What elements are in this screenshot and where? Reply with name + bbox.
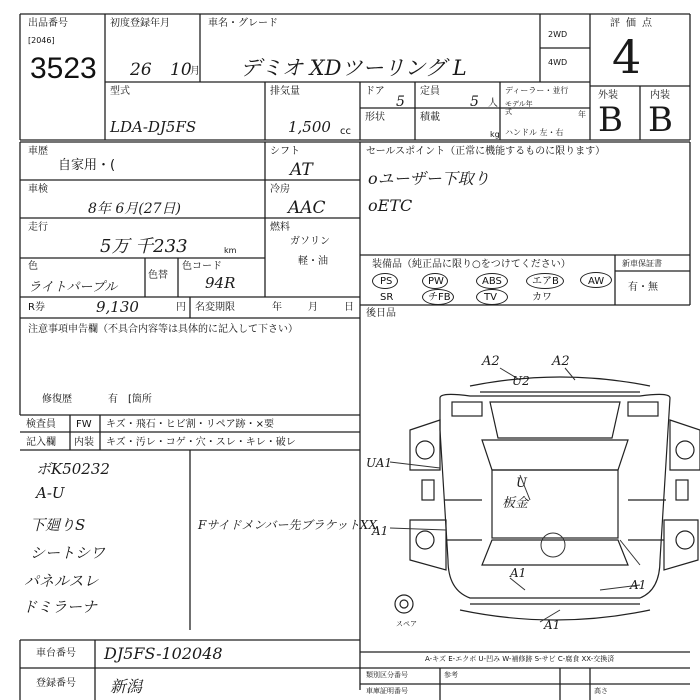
lot-number: 3523 — [30, 52, 97, 85]
shift-label: シフト — [270, 146, 300, 157]
fuel-type: 軽・油 — [298, 256, 328, 267]
fuel-label: 燃料 — [270, 222, 290, 233]
entry-label: 記入欄 — [26, 437, 56, 448]
chassis-label: 車台番号 — [36, 648, 76, 659]
equip-fb-circle — [422, 289, 454, 305]
equip-tv: TV — [484, 292, 497, 303]
fw-items: キズ・飛石・ヒビ割・リペア跡・×要 — [106, 419, 274, 430]
handwritten-note-5: パネルスレ — [24, 572, 99, 590]
mark-a2-left: A2 — [482, 354, 500, 369]
equip-fb: チFB — [428, 292, 451, 303]
displacement-label: 排気量 — [270, 86, 300, 97]
chassis-value: DJ5FS-102048 — [104, 644, 223, 663]
kg-unit: kg — [490, 130, 500, 139]
car-name: デミオ XDツーリング L — [240, 56, 467, 80]
fuel-value: ガソリン — [290, 236, 330, 247]
shift-value: AT — [290, 160, 313, 180]
sales-item-1: oユーザー下取り — [368, 169, 490, 188]
registration-label: 登録番号 — [36, 678, 76, 689]
equip-airbag-circle — [526, 273, 564, 289]
interior-label: 内装 — [650, 90, 670, 101]
expiry-year-unit: 年 — [272, 302, 282, 313]
first-reg-year: 26 — [130, 60, 152, 80]
drive-4wd: 4WD — [548, 58, 568, 67]
year-unit: 年 — [578, 110, 586, 119]
handwritten-note-6: ドミラーナ — [22, 598, 98, 616]
equip-abs-circle — [476, 273, 508, 289]
mark-a1-rear: A1 — [544, 618, 561, 632]
equip-leather: カワ — [532, 292, 552, 303]
legend-text: A-キズ E-エクボ U-凹み W-補修跡 S-サビ C-腐食 XX-交換済 — [425, 655, 615, 663]
cc-unit: cc — [340, 126, 351, 137]
mileage-value: 5万 千233 — [100, 236, 188, 257]
equip-tv-circle — [476, 289, 508, 305]
drive-2wd: 2WD — [548, 30, 568, 39]
car-diagram — [395, 377, 700, 620]
inspector-label: 検査員 — [26, 419, 56, 430]
dealer-label: ディーラー・並行 — [505, 86, 569, 95]
month-unit: 月 — [190, 66, 200, 77]
interior-tag: 内装 — [74, 437, 94, 448]
mark-sheet-metal: 板金 — [502, 496, 529, 511]
score-value: 4 — [612, 30, 642, 84]
score-label: 評価点 — [610, 18, 658, 29]
equip-ps: PS — [380, 276, 393, 287]
car-type-label: 車歴 — [28, 146, 48, 157]
load-label: 積載 — [420, 112, 440, 123]
equip-sr: SR — [380, 292, 394, 303]
sales-title: セールスポイント（正常に機能するものに限ります） — [366, 146, 606, 157]
mark-u: U — [516, 476, 527, 491]
equipment-title: 装備品（純正品に限り○をつけてください） — [372, 259, 571, 270]
rear-seat-label: 後日品 — [366, 308, 396, 319]
color-label: 色 — [28, 261, 38, 272]
ac-label: 冷房 — [270, 184, 290, 195]
mark-a1-center: A1 — [510, 566, 527, 580]
warranty-value: 有・無 — [628, 282, 658, 293]
front-note: Fサイドメンバー先ブラケットXX — [198, 518, 378, 532]
mark-ua1: UA1 — [366, 456, 393, 470]
equip-aw: AW — [588, 276, 605, 287]
inspection-label: 車検 — [28, 184, 48, 195]
first-reg-month: 10 — [170, 60, 192, 80]
door-value: 5 — [396, 94, 405, 110]
color-change-label: 色替 — [148, 270, 168, 281]
repair-label: 修復歴 — [42, 394, 72, 405]
equip-airbag: エアB — [532, 276, 559, 287]
interior-items: キズ・汚レ・コゲ・穴・スレ・キレ・破レ — [106, 437, 296, 448]
shape-label: 形状 — [365, 112, 385, 123]
handwritten-note-2: A-U — [36, 484, 65, 502]
registration-value: 新潟 — [110, 677, 143, 696]
mark-a1-right: A1 — [630, 578, 647, 592]
seats-unit: 人 — [488, 98, 498, 109]
exterior-label: 外装 — [598, 90, 618, 101]
car-type-value: 自家用・( — [58, 158, 116, 173]
seats-value: 5 — [470, 94, 479, 110]
legend-sub4: 高さ — [594, 687, 608, 695]
displacement-value: 1,500 — [288, 118, 331, 136]
name-label: 車名・グレード — [208, 18, 278, 29]
handwritten-note-1: ボK50232 — [36, 460, 110, 478]
expiry-month-unit: 月 — [308, 302, 318, 313]
color-code-label: 色コード — [182, 261, 222, 272]
first-reg-label: 初度登録年月 — [110, 18, 170, 29]
model-year-label: モデル年式 — [505, 100, 533, 116]
sales-item-2: oETC — [368, 196, 413, 215]
legend-sub1: 類別区分番号 — [366, 671, 408, 679]
mark-a2-right: A2 — [552, 354, 570, 369]
equip-abs: ABS — [482, 276, 502, 287]
notes-label: 注意事項申告欄（不具合内容等は具体的に記入して下さい） — [28, 324, 298, 335]
spare-label: スペア — [396, 620, 417, 628]
yen-unit: 円 — [176, 302, 186, 313]
expiry-day-unit: 日 — [344, 302, 354, 313]
equip-pw-circle — [422, 273, 448, 289]
mark-u2: U2 — [512, 374, 530, 388]
interior-grade: B — [648, 100, 673, 140]
repair-place: [箇所 — [128, 394, 152, 405]
mileage-label: 走行 — [28, 222, 48, 233]
lot-sub: [2046] — [28, 36, 55, 45]
mark-a1-left: A1 — [372, 524, 389, 538]
handwritten-note-3: 下廻りS — [30, 516, 86, 534]
lot-label: 出品番号 — [28, 18, 68, 29]
r-label: R券 — [28, 302, 45, 313]
handle-label: ハンドル 左・右 — [505, 128, 564, 137]
model-label: 型式 — [110, 86, 130, 97]
fw-label: FW — [76, 419, 92, 430]
expiry-label: 名変期限 — [195, 302, 235, 313]
inspection-value: 8年 6月(27日) — [88, 201, 182, 217]
color-code-value: 94R — [205, 274, 236, 292]
model-value: LDA-DJ5FS — [110, 118, 197, 136]
ac-value: AAC — [288, 198, 326, 218]
handwritten-note-4: シートシワ — [30, 544, 106, 562]
r-value: 9,130 — [96, 298, 139, 316]
warranty-label: 新車保証書 — [622, 259, 662, 268]
equip-ps-circle — [372, 273, 398, 289]
equip-pw: PW — [428, 276, 444, 287]
equip-aw-circle — [580, 272, 612, 288]
color-value: ライトパープル — [28, 280, 118, 295]
legend-sub3: 車庫証明番号 — [366, 687, 408, 695]
legend-sub2: 参考 — [444, 671, 458, 679]
door-label: ドア — [365, 86, 385, 97]
km-unit: km — [224, 246, 237, 255]
repair-value: 有 — [108, 394, 118, 405]
exterior-grade: B — [598, 100, 623, 140]
seats-label: 定員 — [420, 86, 440, 97]
